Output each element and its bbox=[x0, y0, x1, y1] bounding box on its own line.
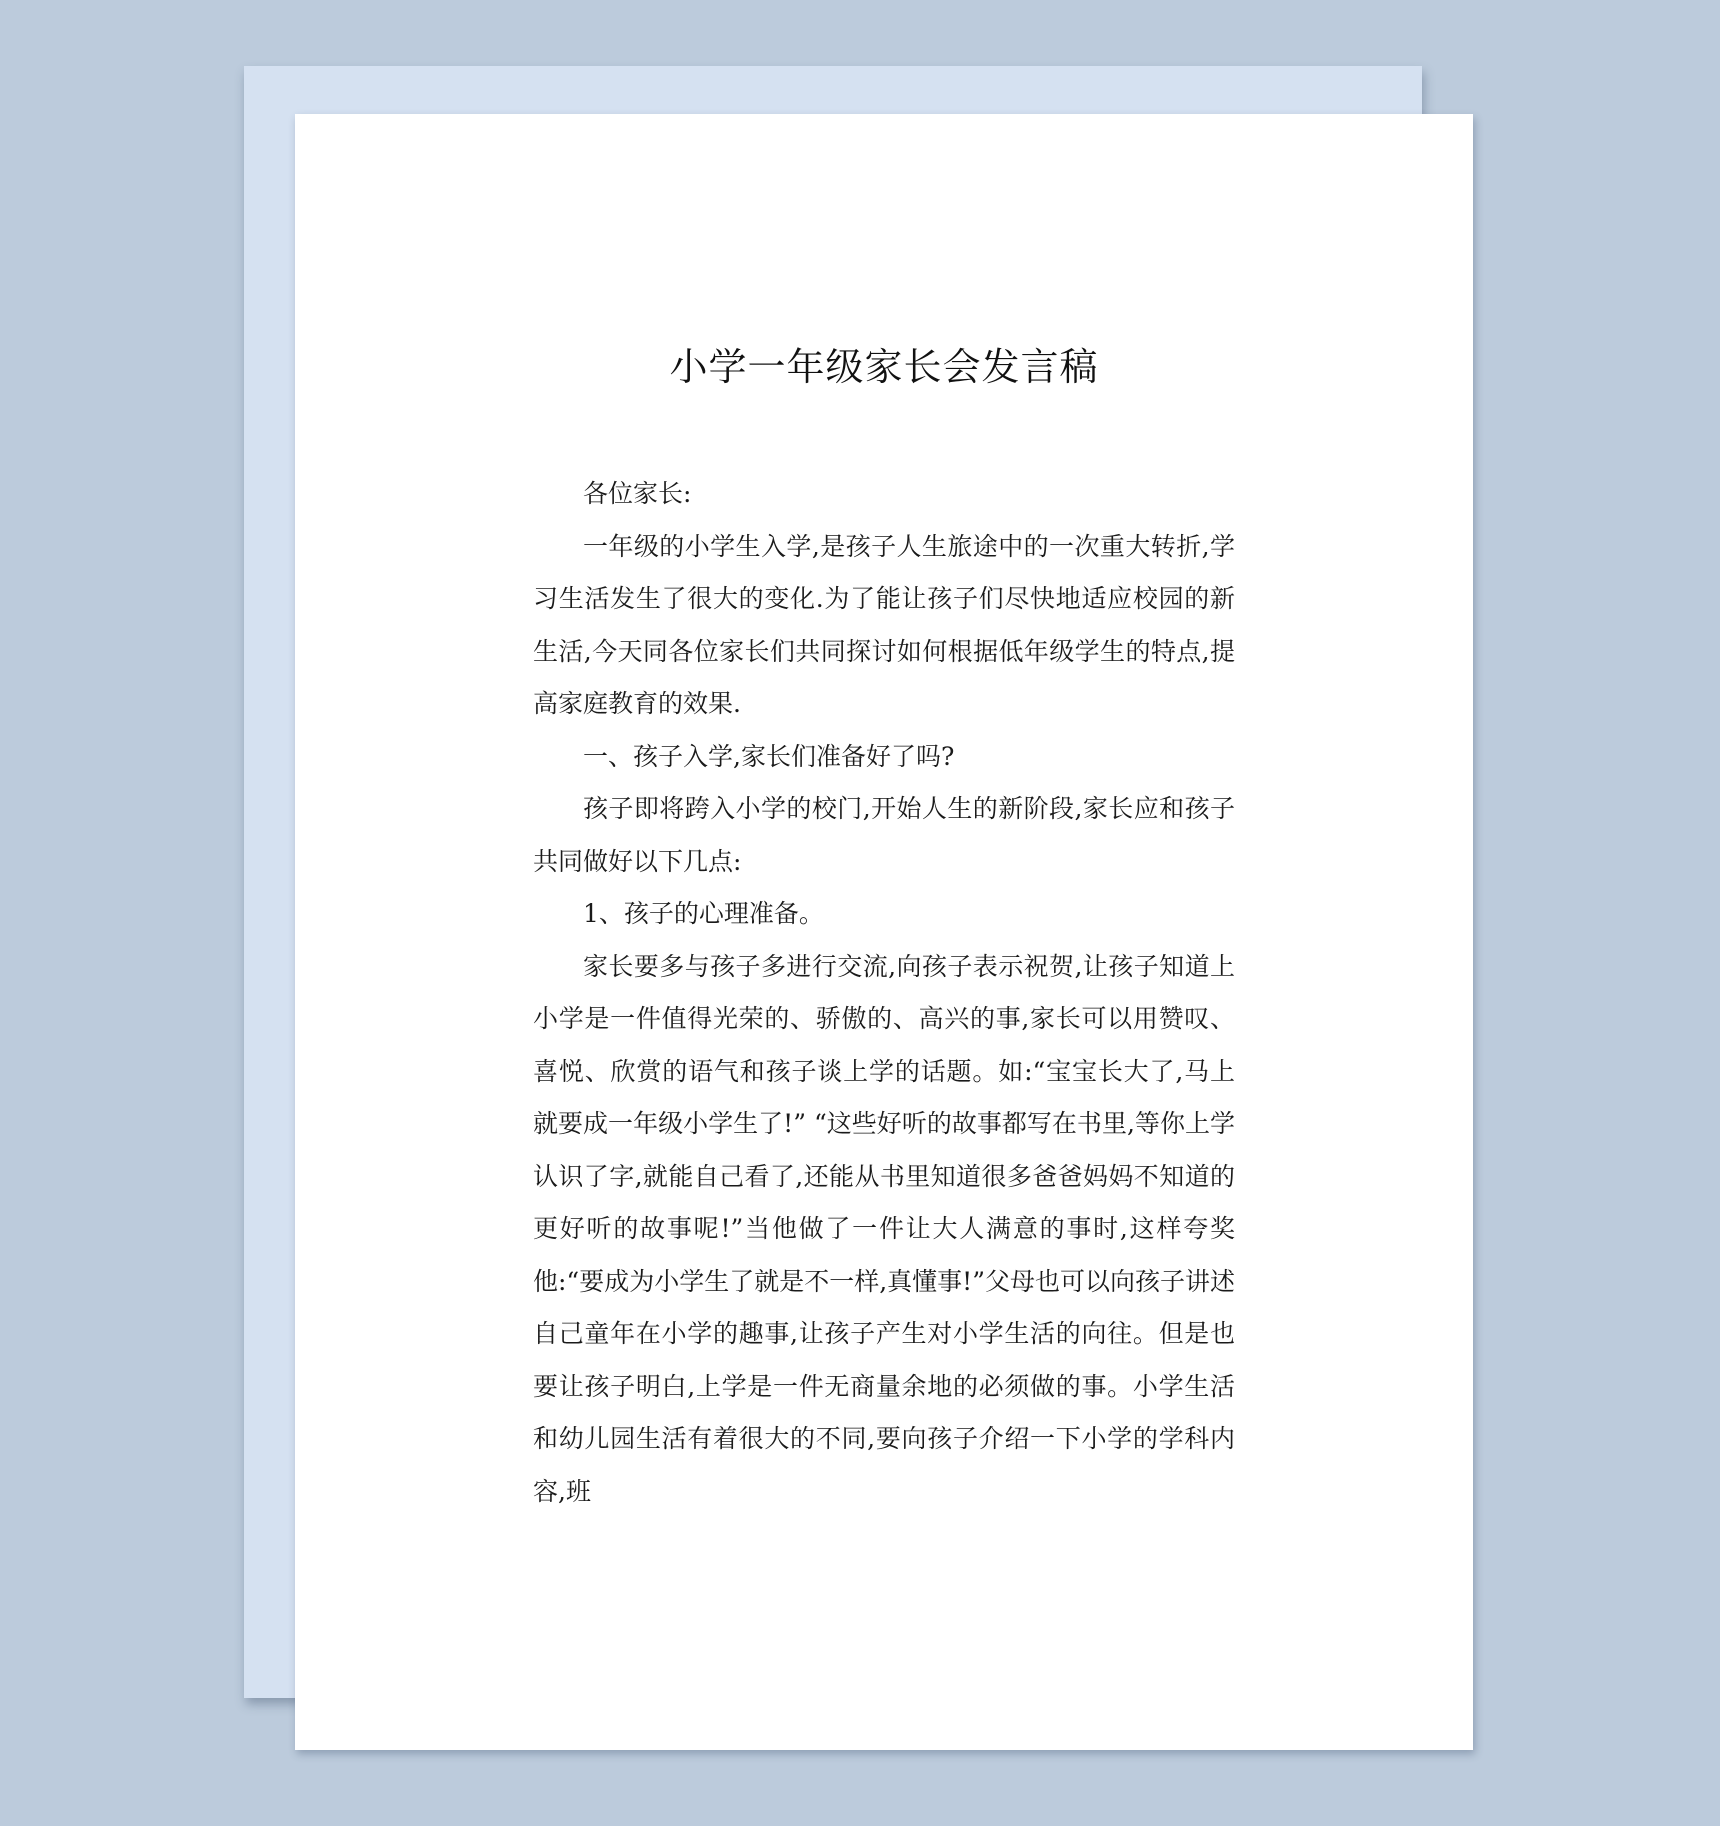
document-title: 小学一年级家长会发言稿 bbox=[669, 345, 1099, 389]
paragraph-section-1: 孩子即将跨入小学的校门,开始人生的新阶段,家长应和孩子共同做好以下几点: bbox=[533, 794, 1235, 876]
document-body bbox=[533, 468, 1235, 1518]
paragraph-intro: 一年级的小学生入学,是孩子人生旅途中的一次重大转折,学习生活发生了很大的变化.为了能让孩子们尽快地适应校园的新生活,今天同各位家长们共同探讨如何根据低年级学生的特点,提高家庭教育的效果. bbox=[533, 531, 1235, 718]
document-page bbox=[295, 114, 1473, 1750]
paragraph-salutation: 各位家长: bbox=[583, 479, 692, 508]
paragraph-psychological-preparation: 家长要多与孩子多进行交流,向孩子表示祝贺,让孩子知道上小学是一件值得光荣的、骄傲的、高兴的事,家长可以用赞叹、喜悦、欣赏的语气和孩子谈上学的话题。如:“宝宝长大了,马上就要成一年级小学生了!” “这些好听的故事都写在书里,等你上学认识了字,就能自己看了,还能从书里知道很多爸爸妈妈不知道的更好听的故事呢!”当他做了一件让大人满意的事时,这样夸奖他:“要成为小学生了就是不一样,真懂事!”父母也可以向孩子讲述自己童年在小学的趣事,让孩子产生对小学生活的向往。但是也要让孩子明白,上学是一件无商量余地的必须做的事。小学生活和幼儿园生活有着很大的不同,要向孩子介绍一下小学的学科内容,班 bbox=[533, 951, 1235, 1506]
section-heading-1: 一、孩子入学,家长们准备好了吗? bbox=[583, 741, 955, 771]
subheading-psychological-preparation: 1、孩子的心理准备。 bbox=[583, 899, 824, 928]
